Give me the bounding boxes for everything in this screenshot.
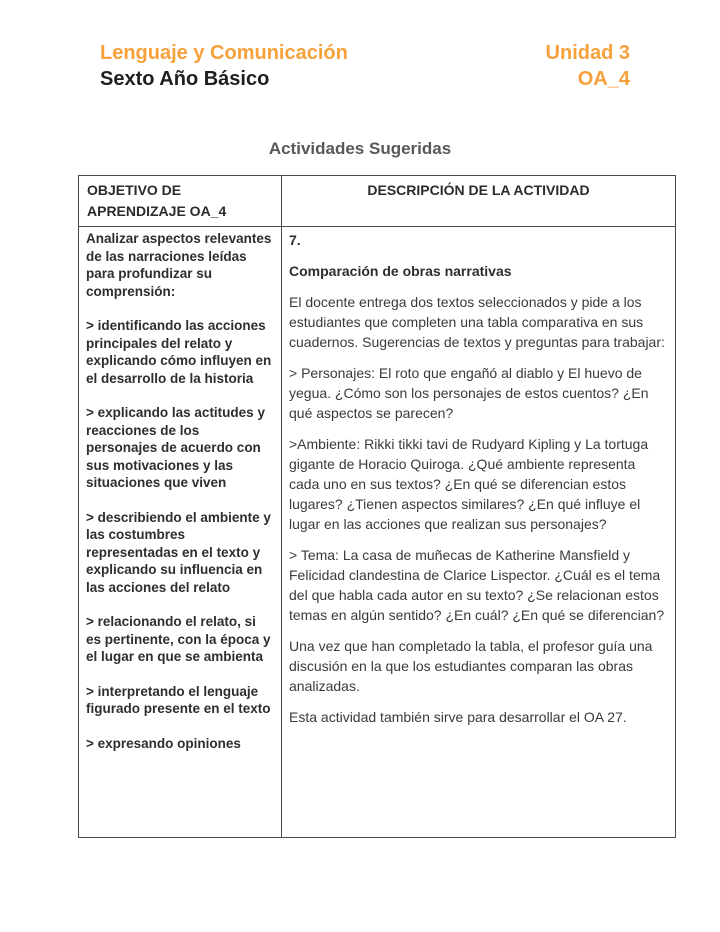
- page-header: [0, 0, 720, 92]
- subject-title: Lenguaje y Comunicación: [100, 42, 348, 64]
- activity-number: 7.: [289, 232, 301, 248]
- paragraph: > Tema: La casa de muñecas de Katherine Mansfield y Felicidad clandestina de Clarice Lispector. ¿Cuál es el tema del que habla cada autor en su texto? ¿Se relacionan estos temas en algún sentido? ¿En cuál? ¿En qué se diferencian?: [289, 547, 665, 623]
- suggested-activities-table: [78, 175, 676, 838]
- activity-cell: [282, 227, 676, 838]
- activity-paragraphs: [289, 292, 668, 727]
- activity-text-block: [289, 230, 668, 834]
- paragraph: Una vez que han completado la tabla, el profesor guía una discusión en la que los estudiantes comparan las obras analizadas.: [289, 638, 653, 694]
- objective-cell: [79, 227, 282, 838]
- activity-title: Comparación de obras narrativas: [289, 263, 512, 279]
- activity-column-header: DESCRIPCIÓN DE LA ACTIVIDAD: [282, 176, 676, 227]
- header-left-block: [100, 40, 348, 92]
- unit-label: Unidad 3: [545, 42, 630, 64]
- paragraph: > explicando las actitudes y reacciones de los personajes de acuerdo con sus motivaciones y las situaciones que viven: [86, 405, 265, 490]
- paragraph: > expresando opiniones: [86, 735, 241, 751]
- oa-code-label: OA_4: [577, 68, 630, 90]
- paragraph: > interpretando el lenguaje figurado presente en el texto: [86, 683, 271, 716]
- objective-column-header: OBJETIVO DE APRENDIZAJE OA_4: [79, 176, 282, 227]
- paragraph: > identificando las acciones principales del relato y explicando cómo influyen en el desarrollo de la historia: [86, 318, 272, 386]
- grade-subtitle: Sexto Año Básico: [100, 68, 270, 90]
- objective-text-block: [86, 230, 274, 834]
- table-body-row: [79, 227, 676, 838]
- table-header-row: [79, 176, 676, 227]
- paragraph: > describiendo el ambiente y las costumbres representadas en el texto y explicando su influencia en las acciones del relato: [86, 509, 271, 595]
- paragraph: >Ambiente: Rikki tikki tavi de Rudyard Kipling y La tortuga gigante de Horacio Quiroga. ¿Qué ambiente representa cada uno en sus textos? ¿En qué se diferencian estos lugares? ¿Tienen aspectos similares? ¿En qué influye el lugar en las acciones que realizan sus personajes?: [289, 436, 649, 532]
- header-right-block: [546, 40, 630, 92]
- paragraph: El docente entrega dos textos seleccionados y pide a los estudiantes que completen una tabla comparativa en sus cuadernos. Sugerencias de textos y preguntas para trabajar:: [289, 294, 665, 350]
- paragraph: > Personajes: El roto que engañó al diablo y El huevo de yegua. ¿Cómo son los personajes de estos cuentos? ¿En qué aspectos se parecen?: [289, 365, 649, 421]
- paragraph: > relacionando el relato, si es pertinente, con la época y el lugar en que se ambienta: [86, 614, 271, 664]
- section-title: Actividades Sugeridas: [268, 139, 452, 158]
- paragraph: Analizar aspectos relevantes de las narraciones leídas para profundizar su comprensión:: [86, 231, 272, 299]
- paragraph: Esta actividad también sirve para desarrollar el OA 27.: [289, 709, 627, 725]
